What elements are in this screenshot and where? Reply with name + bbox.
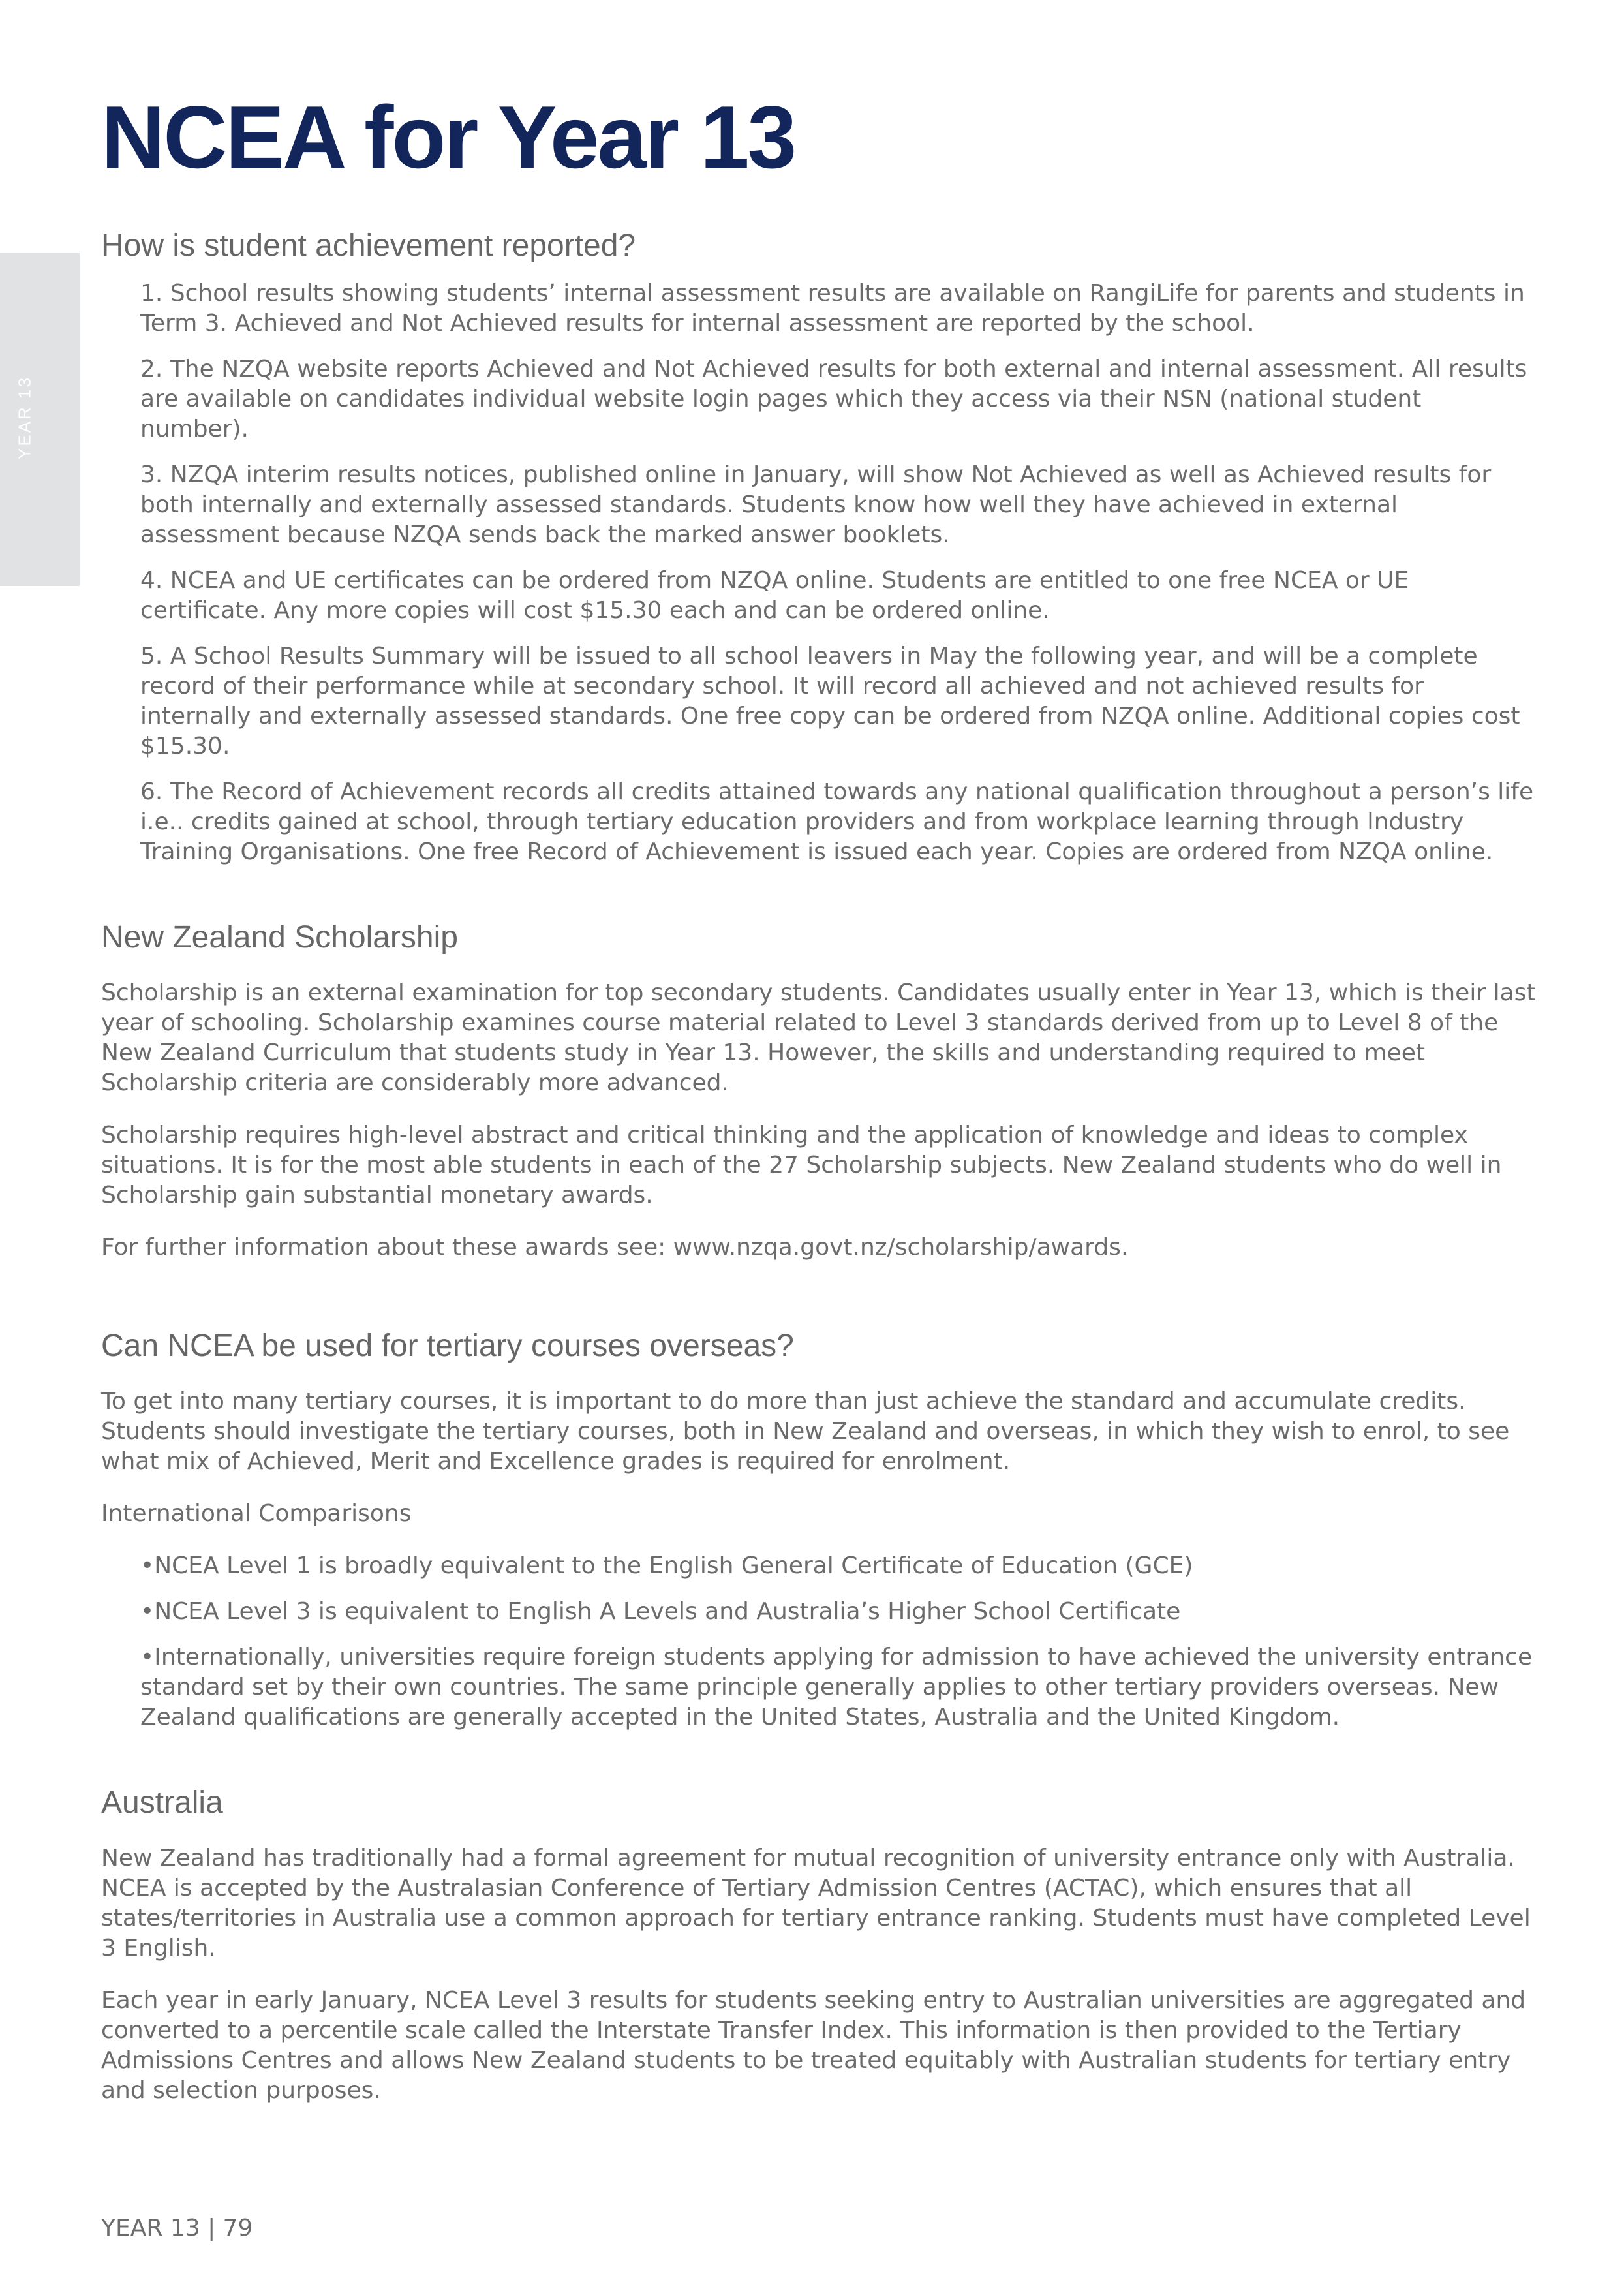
list-item: 2. The NZQA website reports Achieved and Not Achieved results for both external and internal assessment. All results are available on candidates individual website login pages which they access via their NSN (national student number). xyxy=(140,356,1527,442)
heading-australia: Australia xyxy=(101,1785,223,1820)
side-tab-label: YEAR 13 xyxy=(14,376,35,459)
list-item: • Internationally, universities require foreign students applying for admission to have achieved the university entrance standard set by their own countries. The same principle generally applies to other tertiary providers overseas. New Zealand qualifications are generally accepted in the United States, Australia and the United Kingdom. xyxy=(140,1642,1537,1733)
scholarship-paragraph: Scholarship is an external examination for top secondary students. Candidates usually enter in Year 13, which is their last year of schooling. Scholarship examines course material related to Level 3 standards derived from up to Level 8 of the New Zealand Curriculum that students study in Year 13. However, the skills and understanding required to meet Scholarship criteria are considerably more advanced. xyxy=(101,979,1536,1096)
heading-achievement-reported: How is student achievement reported? xyxy=(101,228,636,263)
comparisons-list xyxy=(140,1551,1537,1733)
page-footer: YEAR 13 | 79 xyxy=(101,2215,253,2241)
list-item: 6. The Record of Achievement records all credits attained towards any national qualification throughout a person’s life i.e.. credits gained at school, through tertiary education providers and from workplace learning through Industry Training Organisations. One free Record of Achievement is issued each year. Copies are ordered from NZQA online. xyxy=(140,778,1534,865)
reporting-list xyxy=(140,279,1537,867)
international-comparisons-label: International Comparisons xyxy=(101,1500,412,1527)
overseas-paragraph: To get into many tertiary courses, it is important to do more than just achieve the standard and accumulate credits. Students should investigate the tertiary courses, both in New Zealand and overseas, in which they wish to enrol, to see what mix of Achieved, Merit and Excellence grades is required for enrolment. xyxy=(101,1388,1510,1475)
list-item: • NCEA Level 1 is broadly equivalent to the English General Certificate of Education (GCE) xyxy=(140,1551,1537,1581)
scholarship-paragraph: For further information about these awards see: www.nzqa.govt.nz/scholarship/awards. xyxy=(101,1234,1129,1261)
list-item: 1. School results showing students’ internal assessment results are available on RangiLife for parents and students in Term 3. Achieved and Not Achieved results for internal assessment are reported by the school. xyxy=(140,280,1525,337)
list-item: 5. A School Results Summary will be issued to all school leavers in May the following year, and will be a complete record of their performance while at secondary school. It will record all achieved and not achieved results for internally and externally assessed standards. One free copy can be ordered from NZQA online. Additional copies cost $15.30. xyxy=(140,643,1520,760)
australia-paragraph: New Zealand has traditionally had a formal agreement for mutual recognition of university entrance only with Australia. NCEA is accepted by the Australasian Conference of Tertiary Admission Centres (ACTAC), which ensures that all states/territories in Australia use a common approach for tertiary entrance ranking. Students must have completed Level 3 English. xyxy=(101,1845,1531,1962)
list-item: 3. NZQA interim results notices, published online in January, will show Not Achieved as well as Achieved results for both internally and externally assessed standards. Students know how well they have achieved in external assessment because NZQA sends back the marked answer booklets. xyxy=(140,461,1492,548)
side-tab xyxy=(0,253,80,586)
page-title: NCEA for Year 13 xyxy=(101,87,795,187)
scholarship-paragraph: Scholarship requires high-level abstract and critical thinking and the application of knowledge and ideas to complex situations. It is for the most able students in each of the 27 Scholarship subjects. New Zealand students who do well in Scholarship gain substantial monetary awards. xyxy=(101,1122,1502,1209)
list-item: 4. NCEA and UE certificates can be ordered from NZQA online. Students are entitled to one free NCEA or UE certificate. Any more copies will cost $15.30 each and can be ordered online. xyxy=(140,567,1409,624)
heading-overseas: Can NCEA be used for tertiary courses overseas? xyxy=(101,1329,794,1363)
heading-scholarship: New Zealand Scholarship xyxy=(101,920,458,955)
page-content xyxy=(101,88,1537,2106)
list-item: • NCEA Level 3 is equivalent to English A Levels and Australia’s Higher School Certificate xyxy=(140,1597,1537,1627)
australia-paragraph: Each year in early January, NCEA Level 3 results for students seeking entry to Australian universities are aggregated and converted to a percentile scale called the Interstate Transfer Index. This information is then provided to the Tertiary Admissions Centres and allows New Zealand students to be treated equitably with Australian students for tertiary entry and selection purposes. xyxy=(101,1987,1526,2104)
